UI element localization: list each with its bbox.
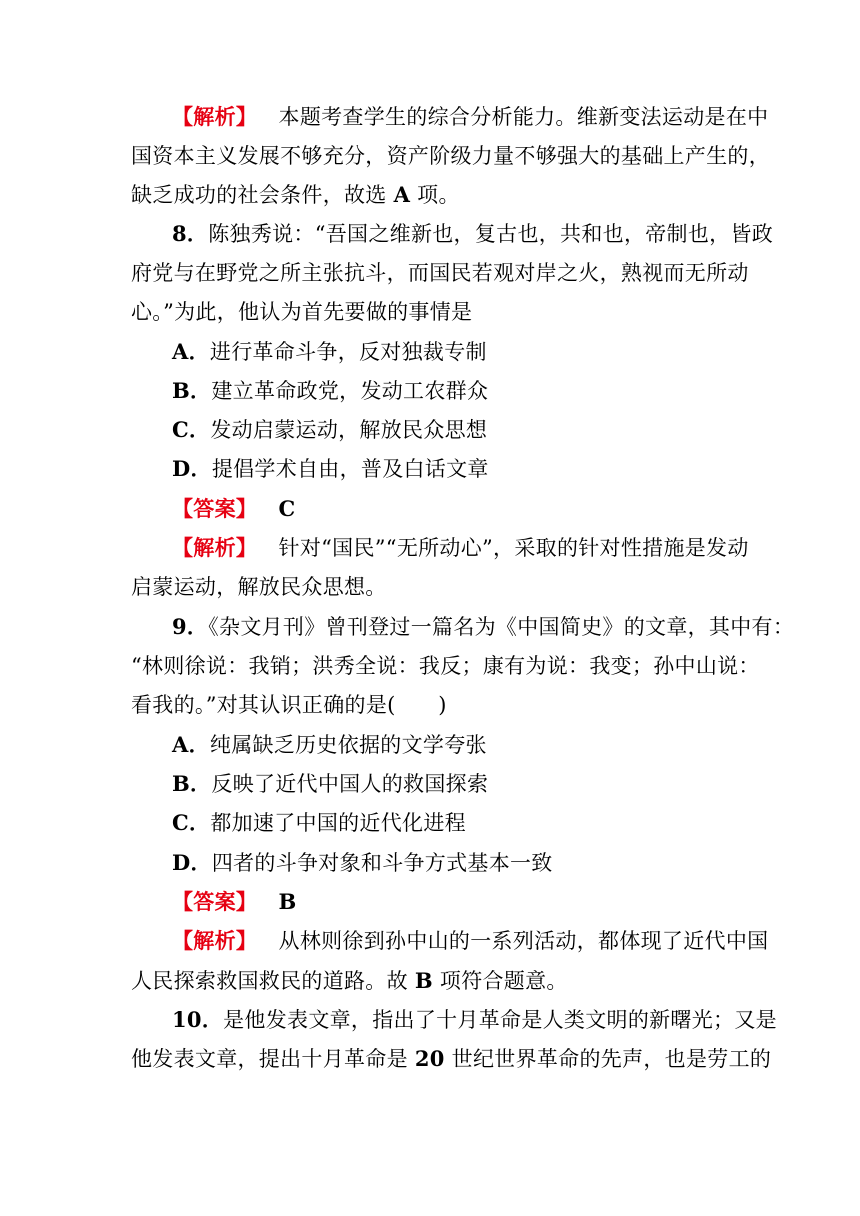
q9-answer-line xyxy=(172,887,772,917)
q8-number: 8． xyxy=(172,221,209,246)
q7-analysis-text-2: 国资本主义发展不够充分，资产阶级力量不够强大的基础上产生的， xyxy=(131,144,770,168)
q8-option-c-text: 发动启蒙运动，解放民众思想 xyxy=(210,418,488,442)
q9-option-b-key: B． xyxy=(172,771,212,796)
q7-analysis-text-3a: 缺乏成功的社会条件，故选 xyxy=(131,183,394,207)
q9-stem-line-2 xyxy=(131,651,760,681)
q9-option-d-text: 四者的斗争对象和斗争方式基本一致 xyxy=(211,851,553,875)
q9-number: 9． xyxy=(172,614,209,639)
q8-option-c-key: C． xyxy=(172,417,211,442)
q8-stem-line-1 xyxy=(172,219,772,249)
q9-option-a xyxy=(172,730,772,760)
q9-analysis-text-2c: 项符合题意。 xyxy=(432,969,568,993)
q9-option-b-text: 反映了近代中国人的救国探索 xyxy=(211,772,489,796)
q9-analysis-text-1: 从林则徐到孙中山的一系列活动，都体现了近代中国 xyxy=(278,929,769,953)
q9-option-d xyxy=(172,848,772,878)
q8-stem-text-3: 心。”为此，他认为首先要做的事情是 xyxy=(131,300,473,324)
q8-answer-line xyxy=(172,494,772,524)
q9-option-c-key: C． xyxy=(172,810,211,835)
q10-number: 10． xyxy=(172,1007,224,1032)
q8-option-c xyxy=(172,415,772,445)
q7-analysis-text-3c: 项。 xyxy=(410,183,460,207)
q9-option-a-text: 纯属缺乏历史依据的文学夸张 xyxy=(209,733,487,757)
analysis-label: 【解析】 xyxy=(172,928,258,953)
analysis-label: 【解析】 xyxy=(172,104,258,129)
q8-option-a-text: 进行革命斗争，反对独裁专制 xyxy=(209,340,487,364)
q7-analysis-text-1: 本题考查学生的综合分析能力。维新变法运动是在中 xyxy=(278,105,769,129)
q9-stem-text-2: “林则徐说：我销；洪秀全说：我反；康有为说：我变；孙中山说： xyxy=(131,654,760,678)
q9-option-d-key: D． xyxy=(172,850,212,875)
q8-option-d-text: 提倡学术自由，普及白话文章 xyxy=(211,457,489,481)
q9-option-c-text: 都加速了中国的近代化进程 xyxy=(210,811,466,835)
answer-label: 【答案】 xyxy=(172,889,258,914)
q10-stem-text-2b: 20 xyxy=(414,1046,445,1071)
q8-option-a-key: A． xyxy=(172,339,210,364)
q10-stem-line-1 xyxy=(172,1005,777,1035)
q10-stem-text-1: 是他发表文章，指出了十月革命是人类文明的新曙光；又是 xyxy=(223,1008,777,1032)
q8-option-a xyxy=(172,337,772,367)
q8-option-d-key: D． xyxy=(172,456,212,481)
q8-analysis-text-1: 针对“国民”“无所动心”，采取的针对性措施是发动 xyxy=(278,536,749,560)
q10-stem-text-2c: 世纪世界革命的先声，也是劳工的 xyxy=(444,1047,772,1071)
q9-stem-line-3 xyxy=(131,690,731,720)
q9-stem-text-3: 看我的。”对其认识正确的是( ) xyxy=(131,693,447,717)
analysis-label: 【解析】 xyxy=(172,535,258,560)
q8-stem-text-2: 府党与在野党之所主张抗斗，而国民若观对岸之火，熟视而无所动 xyxy=(131,261,749,285)
q9-stem-text-1: 《杂文月刊》曾刊登过一篇名为《中国简史》的文章，其中有： xyxy=(208,615,795,639)
q8-option-d xyxy=(172,454,772,484)
q8-analysis-line-1 xyxy=(172,533,772,563)
q8-analysis-line-2 xyxy=(131,572,731,602)
q8-option-b-text: 建立革命政党，发动工农群众 xyxy=(211,379,489,403)
q7-analysis-line-3 xyxy=(131,180,731,210)
q8-stem-line-2 xyxy=(131,258,749,288)
q8-answer-value: C xyxy=(278,496,296,521)
q8-stem-text-1: 陈独秀说：“吾国之维新也，复古也，共和也，帝制也，皆政 xyxy=(208,222,774,246)
q10-stem-text-2a: 他发表文章，提出十月革命是 xyxy=(131,1047,415,1071)
q9-answer-value: B xyxy=(278,889,297,914)
q8-option-b-key: B． xyxy=(172,378,212,403)
q8-analysis-text-2: 启蒙运动，解放民众思想。 xyxy=(131,575,387,599)
q9-analysis-text-2a: 人民探索救国救民的道路。故 xyxy=(131,969,415,993)
q8-option-b xyxy=(172,376,772,406)
q9-option-c xyxy=(172,808,772,838)
q8-stem-line-3 xyxy=(131,297,731,327)
q9-analysis-line-1 xyxy=(172,926,772,956)
q9-option-a-key: A． xyxy=(172,732,210,757)
q9-stem-line-1 xyxy=(172,612,795,642)
q7-analysis-line-1 xyxy=(172,102,772,132)
q9-option-b xyxy=(172,769,772,799)
q10-stem-line-2 xyxy=(131,1044,772,1074)
q7-analysis-line-2 xyxy=(131,141,770,171)
q9-analysis-line-2 xyxy=(131,966,731,996)
q9-analysis-text-2b: B xyxy=(414,968,433,993)
answer-label: 【答案】 xyxy=(172,496,258,521)
q7-analysis-text-3b: A xyxy=(393,182,411,207)
